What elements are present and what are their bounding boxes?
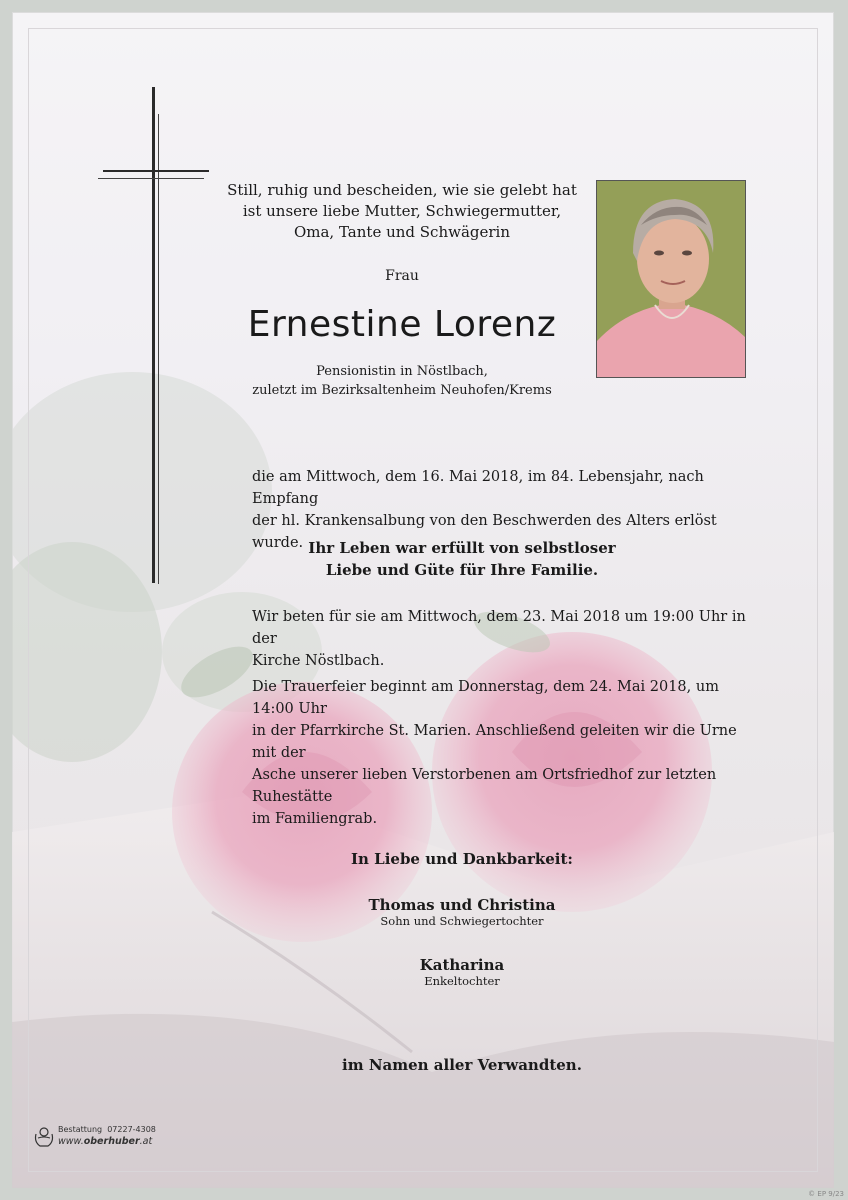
signer: [252, 896, 672, 928]
footer-code: © EP 9/23: [808, 1190, 844, 1198]
signer-name: Thomas und Christina: [368, 896, 556, 914]
quote-line: Liebe und Güte für Ihre Familie.: [325, 561, 599, 579]
occupation: [202, 362, 602, 400]
angel-icon: [32, 1124, 56, 1150]
funeral-home-logo: [32, 1124, 192, 1154]
funeral-line: Asche unserer lieben Verstorbenen am Ortsfriedhof zur letzten Ruhestätte: [252, 767, 717, 805]
signer-name: Katharina: [419, 956, 505, 974]
funeral-notice: [252, 676, 762, 830]
logo-line-1: [58, 1125, 156, 1134]
logo-phone: 07227-4308: [107, 1125, 156, 1134]
signer: [252, 956, 672, 988]
tribute-quote: [252, 537, 672, 581]
portrait-photo: [596, 180, 746, 378]
final-line: im Namen aller Verwandten.: [342, 1056, 582, 1074]
intro-verse: [202, 180, 602, 243]
deceased-name: Ernestine Lorenz: [247, 304, 557, 345]
obituary-card: [12, 12, 834, 1188]
salutation: Frau: [385, 268, 419, 284]
funeral-line: in der Pfarrkirche St. Marien. Anschließend geleiten wir die Urne mit der: [252, 723, 737, 761]
prayer-line: Kirche Nöstlbach.: [252, 653, 385, 669]
funeral-line: im Familiengrab.: [252, 811, 378, 827]
funeral-line: Die Trauerfeier beginnt am Donnerstag, dem 24. Mai 2018, um 14:00 Uhr: [252, 679, 719, 717]
death-line: die am Mittwoch, dem 16. Mai 2018, im 84. Lebensjahr, nach Empfang: [252, 469, 704, 507]
logo-url: [58, 1136, 152, 1147]
logo-url-suffix: .at: [139, 1136, 153, 1147]
occupation-line: Pensionistin in Nöstlbach,: [316, 364, 488, 379]
intro-line: Oma, Tante und Schwägerin: [293, 223, 511, 241]
intro-line: Still, ruhig und bescheiden, wie sie gelebt hat: [227, 181, 577, 199]
death-line: der hl. Krankensalbung von den Beschwerden des Alters erlöst wurde.: [252, 513, 717, 551]
logo-url-prefix: www.: [58, 1136, 84, 1147]
occupation-line: zuletzt im Bezirksaltenheim Neuhofen/Krems: [252, 383, 552, 398]
intro-line: ist unsere liebe Mutter, Schwiegermutter,: [242, 202, 562, 220]
logo-label: Bestattung: [58, 1125, 103, 1134]
logo-url-brand: oberhuber: [83, 1136, 140, 1147]
prayer-line: Wir beten für sie am Mittwoch, dem 23. Mai 2018 um 19:00 Uhr in der: [252, 609, 746, 647]
signer-relation: Enkeltochter: [424, 974, 500, 988]
prayer-notice: [252, 606, 752, 672]
quote-line: Ihr Leben war erfüllt von selbstloser: [308, 539, 616, 557]
signer-relation: Sohn und Schwiegertochter: [380, 914, 544, 928]
closing-line: In Liebe und Dankbarkeit:: [351, 850, 573, 868]
